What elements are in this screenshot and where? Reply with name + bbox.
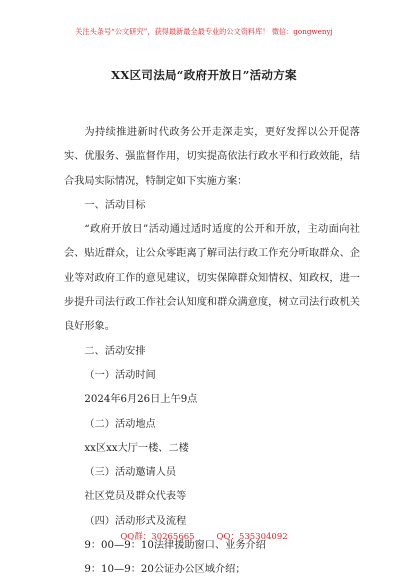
section-heading-arrangement: 二、活动安排 [84,345,146,357]
qq-group-text: QQ群：30265665 [120,532,195,542]
time-value: 2024年6月26日上午9点 [84,394,198,406]
subheading-invitees: （三）活动邀请人员 [84,467,177,479]
schedule-item-1: 9：00—9：10法律援助窗口、业务介绍 [84,540,266,552]
qq-text: QQ：535304092 [216,532,288,542]
subheading-location: （二）活动地点 [84,418,156,430]
intro-paragraph: 为持续推进新时代政务公开走深走实，更好发挥以公开促落实、优服务、强监督作用，切实提高依法行政水平和行政效能，结合我局实际情况，特制定如下实施方案： [64,127,360,187]
document-body [64,121,360,583]
goals-paragraph: “政府开放日”活动通过适时适度的公开和开放，主动面向社会、贴近群众，让公众零距离了解司法行政工作充分听取群众、企业等对政府工作的意见建议，切实保障群众知情权、知政权，进一步提升司法行政工作社会认知度和群众满意度，树立司法行政机关良好形象。 [64,224,360,333]
promo-banner: 关注头条号“公文研究”，获得最新最全最专业的公文资料库！ 微信：gongwenyj [75,27,333,36]
invitees-value: 社区党员及群众代表等 [84,491,187,503]
schedule-item-2: 9：10—9：20公证办公区域介绍； [84,564,246,576]
contact-footer [0,530,408,542]
subheading-form: （四）活动形式及流程 [84,515,187,527]
document-title: XX区司法局“政府开放日”活动方案 [111,68,297,82]
section-heading-goals: 一、活动目标 [84,199,146,211]
subheading-time: （一）活动时间 [84,369,156,381]
location-value: xx区xx大厅一楼、二楼 [84,442,189,454]
